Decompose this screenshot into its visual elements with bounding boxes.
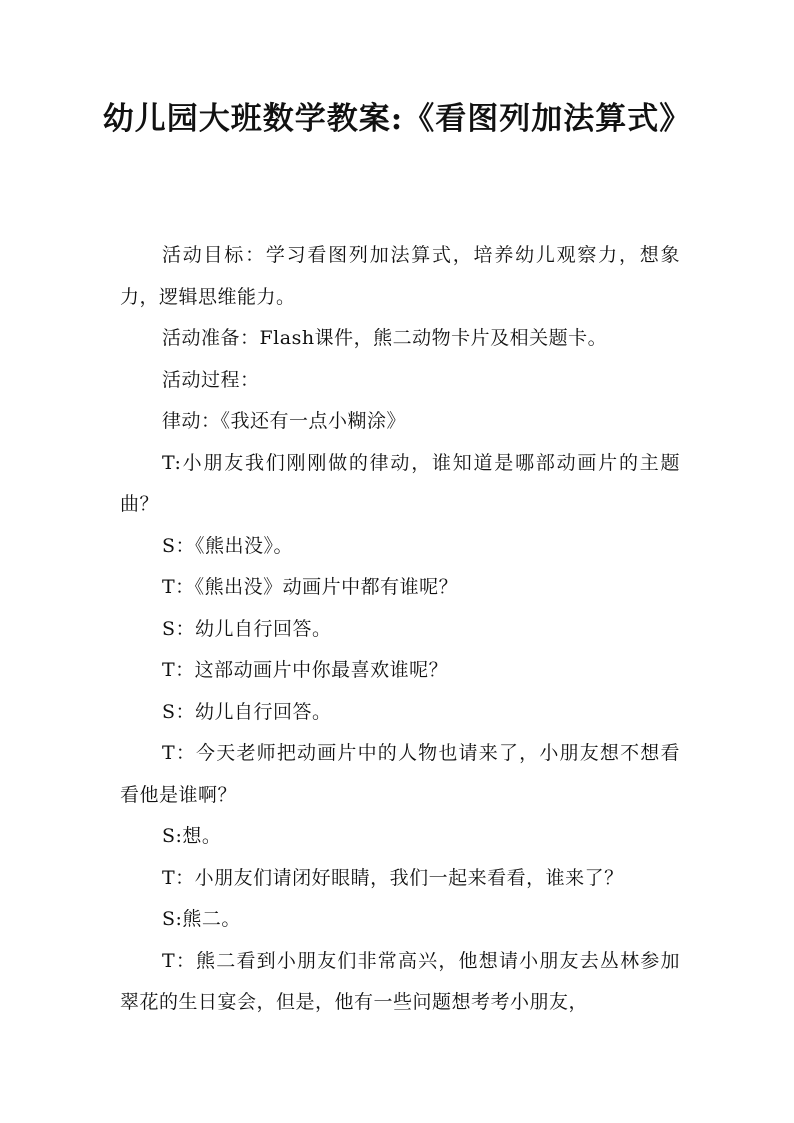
paragraph-dialogue: T：《熊出没》动画片中都有谁呢？: [162, 576, 459, 598]
paragraph-dialogue: S:想。: [162, 825, 222, 847]
paragraph-dialogue: S:熊二。: [162, 908, 241, 930]
paragraph-preparation: 活动准备：Flash课件，熊二动物卡片及相关题卡。: [162, 327, 608, 349]
document-title: 幼儿园大班数学教案:《看图列加法算式》: [102, 101, 692, 137]
paragraph-dialogue: S：幼儿自行回答。: [162, 617, 332, 640]
paragraph-dialogue: S：《熊出没》。: [162, 534, 294, 557]
paragraph-dialogue: T：今天老师把动画片中的人物也请来了，小朋友想不想看看他是谁啊？: [120, 742, 680, 806]
paragraph-dialogue: T:小朋友我们刚刚做的律动，谁知道是哪部动画片的主题曲？: [120, 451, 680, 515]
document-body: [120, 235, 680, 1024]
paragraph-dialogue: T：熊二看到小朋友们非常高兴，他想请小朋友去丛林参加翠花的生日宴会，但是，他有一些问题想考考小朋友，: [120, 949, 680, 1013]
paragraph-objective: 活动目标：学习看图列加法算式，培养幼儿观察力，想象力，逻辑思维能力。: [120, 244, 680, 308]
paragraph-dialogue: T：这部动画片中你最喜欢谁呢？: [162, 659, 449, 681]
paragraph-dialogue: S：幼儿自行回答。: [162, 700, 332, 723]
paragraph-dialogue: T：小朋友们请闭好眼睛，我们一起来看看，谁来了？: [162, 866, 624, 889]
paragraph-rhythm: 律动：《我还有一点小糊涂》: [162, 410, 407, 432]
paragraph-process-heading: 活动过程：: [162, 368, 260, 391]
